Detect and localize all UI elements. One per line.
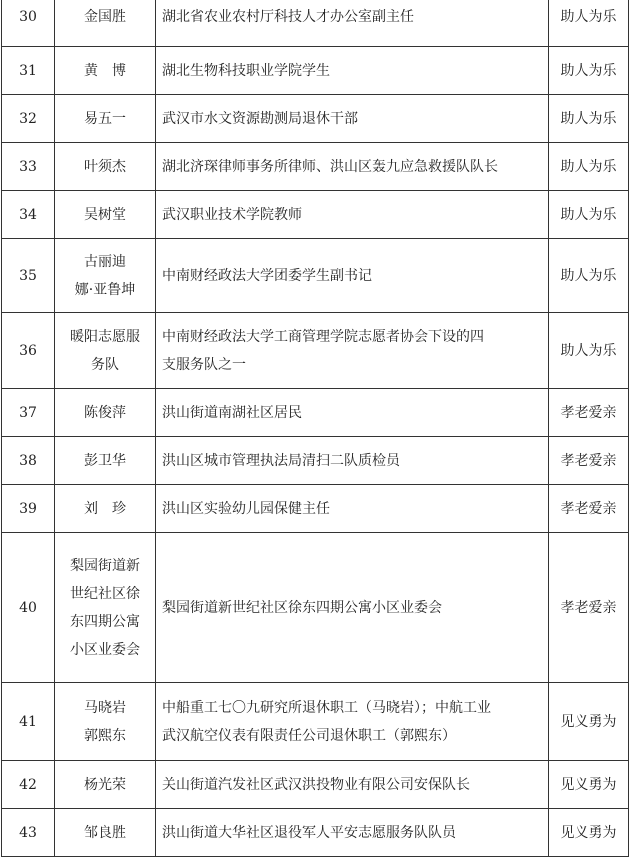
awardee-affiliation: 洪山区城市管理执法局清扫二队质检员: [162, 452, 400, 469]
award-category: 助人为乐: [560, 342, 617, 359]
awardee-affiliation: 洪山街道南湖社区居民: [162, 404, 302, 421]
awardee-affiliation: 关山街道汽发社区武汉洪投物业有限公司安保队长: [162, 776, 470, 793]
awardee-name: 刘 珍: [84, 500, 126, 517]
award-category: 助人为乐: [560, 62, 617, 79]
row-number-cell: [2, 761, 55, 809]
award-category: 孝老爱亲: [560, 599, 617, 616]
honor-list-table: [1, 0, 629, 857]
row-number-cell: [2, 191, 55, 239]
row-number-cell: [2, 313, 55, 389]
awardee-affiliation: 洪山街道大华社区退役军人平安志愿服务队队员: [162, 824, 456, 841]
award-category-cell: [549, 95, 629, 143]
award-category-cell: [549, 143, 629, 191]
awardee-affiliation-cell: [156, 437, 549, 485]
award-category: 助人为乐: [560, 8, 617, 25]
awardee-affiliation-cell: [156, 143, 549, 191]
award-category-cell: [549, 239, 629, 313]
row-number: 31: [19, 62, 37, 79]
awardee-affiliation-cell: [156, 47, 549, 95]
table-row: [2, 313, 629, 389]
awardee-affiliation-cell: [156, 389, 549, 437]
awardee-name-cell: [55, 313, 156, 389]
row-number: 39: [19, 500, 37, 517]
awardee-name-cell: [55, 533, 156, 683]
row-number: 41: [19, 713, 37, 730]
awardee-name: 黄 博: [84, 62, 126, 79]
row-number: 42: [19, 776, 37, 793]
table-row: [2, 761, 629, 809]
table-row: [2, 47, 629, 95]
row-number-cell: [2, 0, 55, 47]
awardee-affiliation-cell: [156, 239, 549, 313]
row-number: 36: [19, 342, 37, 359]
award-category: 孝老爱亲: [560, 404, 617, 421]
award-category-cell: [549, 437, 629, 485]
table-row: [2, 683, 629, 761]
award-category-cell: [549, 47, 629, 95]
awardee-name: 易五一: [84, 110, 126, 127]
awardee-name-cell: [55, 683, 156, 761]
awardee-affiliation-cell: [156, 809, 549, 857]
awardee-affiliation: 洪山区实验幼儿园保健主任: [162, 500, 330, 517]
awardee-affiliation: 梨园街道新世纪社区徐东四期公寓小区业委会: [162, 599, 442, 616]
award-category: 见义勇为: [560, 824, 617, 841]
awardee-name-cell: [55, 47, 156, 95]
table-body: [2, 0, 629, 857]
table-row: [2, 809, 629, 857]
awardee-affiliation-cell: [156, 191, 549, 239]
awardee-name-cell: [55, 0, 156, 47]
row-number: 32: [19, 110, 37, 127]
award-category: 见义勇为: [560, 713, 617, 730]
awardee-affiliation: 湖北省农业农村厅科技人才办公室副主任: [162, 8, 414, 25]
award-category-cell: [549, 809, 629, 857]
row-number: 35: [19, 267, 37, 284]
row-number-cell: [2, 809, 55, 857]
awardee-affiliation: 中南财经政法大学工商管理学院志愿者协会下设的四 支服务队之一: [162, 328, 484, 373]
award-category-cell: [549, 683, 629, 761]
row-number-cell: [2, 683, 55, 761]
awardee-name-cell: [55, 761, 156, 809]
awardee-name: 马晓岩 郭熙东: [84, 699, 126, 744]
awardee-affiliation: 中船重工七〇九研究所退休职工（马晓岩）；中航工业 武汉航空仪表有限责任公司退休职工（郭熙东）: [162, 699, 491, 744]
award-category: 孝老爱亲: [560, 452, 617, 469]
table-row: [2, 485, 629, 533]
table-row: [2, 437, 629, 485]
awardee-name-cell: [55, 809, 156, 857]
row-number: 40: [19, 599, 37, 616]
awardee-name: 暖阳志愿服 务队: [70, 328, 140, 373]
award-category: 助人为乐: [560, 158, 617, 175]
award-category-cell: [549, 761, 629, 809]
award-category-cell: [549, 533, 629, 683]
award-category-cell: [549, 313, 629, 389]
awardee-name: 吴树堂: [84, 206, 126, 223]
awardee-affiliation-cell: [156, 683, 549, 761]
row-number: 30: [19, 8, 37, 25]
awardee-affiliation: 武汉市水文资源勘测局退休干部: [162, 110, 358, 127]
row-number-cell: [2, 437, 55, 485]
awardee-affiliation-cell: [156, 95, 549, 143]
row-number: 33: [19, 158, 37, 175]
awardee-name: 杨光荣: [84, 776, 126, 793]
row-number-cell: [2, 533, 55, 683]
row-number: 37: [19, 404, 37, 421]
row-number: 43: [19, 824, 37, 841]
table-row: [2, 533, 629, 683]
row-number-cell: [2, 239, 55, 313]
award-category: 助人为乐: [560, 110, 617, 127]
award-category: 助人为乐: [560, 267, 617, 284]
awardee-name-cell: [55, 239, 156, 313]
awardee-name-cell: [55, 143, 156, 191]
table-row: [2, 191, 629, 239]
row-number: 34: [19, 206, 37, 223]
awardee-name: 金国胜: [84, 8, 126, 25]
table-row: [2, 0, 629, 47]
awardee-name-cell: [55, 485, 156, 533]
awardee-name: 邹良胜: [84, 824, 126, 841]
awardee-name: 叶须杰: [84, 158, 126, 175]
row-number-cell: [2, 95, 55, 143]
table-row: [2, 389, 629, 437]
awardee-name-cell: [55, 437, 156, 485]
award-category-cell: [549, 191, 629, 239]
award-category-cell: [549, 389, 629, 437]
awardee-affiliation: 湖北济琛律师事务所律师、洪山区轰九应急救援队队长: [162, 158, 498, 175]
award-category: 见义勇为: [560, 776, 617, 793]
awardee-name-cell: [55, 389, 156, 437]
row-number-cell: [2, 485, 55, 533]
awardee-affiliation-cell: [156, 0, 549, 47]
award-category: 助人为乐: [560, 206, 617, 223]
awardee-affiliation-cell: [156, 761, 549, 809]
row-number: 38: [19, 452, 37, 469]
awardee-affiliation-cell: [156, 313, 549, 389]
table-row: [2, 239, 629, 313]
awardee-name: 陈俊萍: [84, 404, 126, 421]
table-row: [2, 95, 629, 143]
awardee-affiliation: 武汉职业技术学院教师: [162, 206, 302, 223]
table-row: [2, 143, 629, 191]
awardee-affiliation-cell: [156, 533, 549, 683]
award-category-cell: [549, 0, 629, 47]
row-number-cell: [2, 389, 55, 437]
awardee-affiliation-cell: [156, 485, 549, 533]
awardee-affiliation: 湖北生物科技职业学院学生: [162, 62, 330, 79]
awardee-name: 古丽迪 娜·亚鲁坤: [74, 253, 136, 298]
awardee-name: 彭卫华: [84, 452, 126, 469]
awardee-name-cell: [55, 95, 156, 143]
award-category-cell: [549, 485, 629, 533]
awardee-affiliation: 中南财经政法大学团委学生副书记: [162, 267, 372, 284]
awardee-name: 梨园街道新 世纪社区徐 东四期公寓 小区业委会: [70, 557, 140, 658]
row-number-cell: [2, 143, 55, 191]
row-number-cell: [2, 47, 55, 95]
award-category: 孝老爱亲: [560, 500, 617, 517]
awardee-name-cell: [55, 191, 156, 239]
